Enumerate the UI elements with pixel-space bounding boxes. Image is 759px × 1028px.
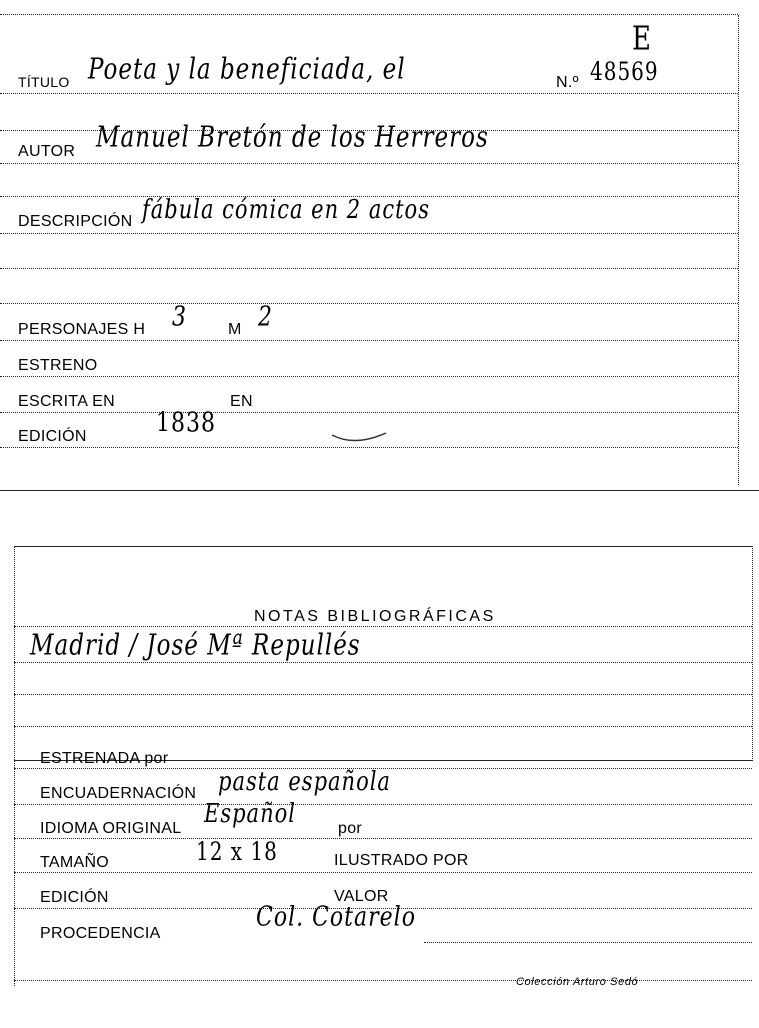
catalog-card-front [0,0,759,495]
ruled-line [0,376,738,377]
autor-value: Manuel Bretón de los Herreros [96,121,489,154]
encuadernacion-label: ENCUADERNACIÓN [40,785,197,802]
edicion-value: 1838 [156,407,216,439]
ruled-line [14,694,752,695]
personajes-h-value: 3 [172,301,187,333]
card-front-bottom-edge [0,490,759,491]
corner-mark: E [632,20,652,58]
ruled-line [0,340,738,341]
ruled-line [14,662,752,663]
catalog-card-back [0,540,759,1028]
tamano-value: 12 x 18 [196,836,278,866]
idioma-value: Español [204,798,296,828]
autor-label: AUTOR [18,143,76,160]
edicion-label: EDICIÓN [18,428,87,445]
idioma-label: IDIOMA ORIGINAL [40,820,182,837]
card-front-top-edge [0,14,738,15]
descripcion-label: DESCRIPCIÓN [18,213,133,230]
card-back-right-edge [752,546,753,761]
titulo-label: TÍTULO [18,74,70,90]
personajes-m-label: M [228,321,242,338]
valor-label: VALOR [334,888,389,905]
numero-label: N.º [556,74,579,91]
personajes-label: PERSONAJES H [18,321,146,338]
card-front-right-edge [738,15,739,485]
titulo-value: Poeta y la beneficiada, el [88,53,406,86]
ruled-line [0,303,738,304]
escrita-label: ESCRITA EN [18,393,115,410]
ruled-line [14,872,752,873]
pencil-curve-mark [330,425,390,447]
ruled-line [14,626,752,627]
tamano-label: TAMAÑO [40,854,110,871]
personajes-m-value: 2 [258,301,273,333]
ruled-line [14,726,752,727]
ruled-line [0,163,738,164]
procedencia-value: Col. Cotarelo [256,901,416,933]
ruled-line [14,804,752,805]
procedencia-label: PROCEDENCIA [40,925,161,942]
ruled-line [0,233,738,234]
numero-value: 48569 [590,56,659,86]
ruled-line [14,838,752,839]
ruled-line [0,93,738,94]
descripcion-value: fábula cómica en 2 actos [142,194,430,224]
ruled-line [0,268,738,269]
ruled-line [14,980,752,981]
edicion-back-label: EDICIÓN [40,889,109,906]
idioma-por-label: por [338,820,363,837]
ruled-line [0,412,738,413]
ruled-line [0,447,738,448]
ilustrado-label: ILUSTRADO POR [334,852,469,869]
notas-value: Madrid / José Mª Repullés [30,629,361,662]
encuadernacion-value: pasta española [218,766,391,796]
estrenada-label: ESTRENADA por [40,750,169,767]
collection-footer: Colección Arturo Sedó [516,976,639,988]
card-back-left-edge [14,546,15,986]
card-back-top-edge [14,546,752,547]
ruled-line [424,942,752,943]
estreno-label: ESTRENO [18,357,98,374]
escrita-en-label: EN [230,393,253,410]
notas-heading: NOTAS BIBLIOGRÁFICAS [254,608,496,625]
